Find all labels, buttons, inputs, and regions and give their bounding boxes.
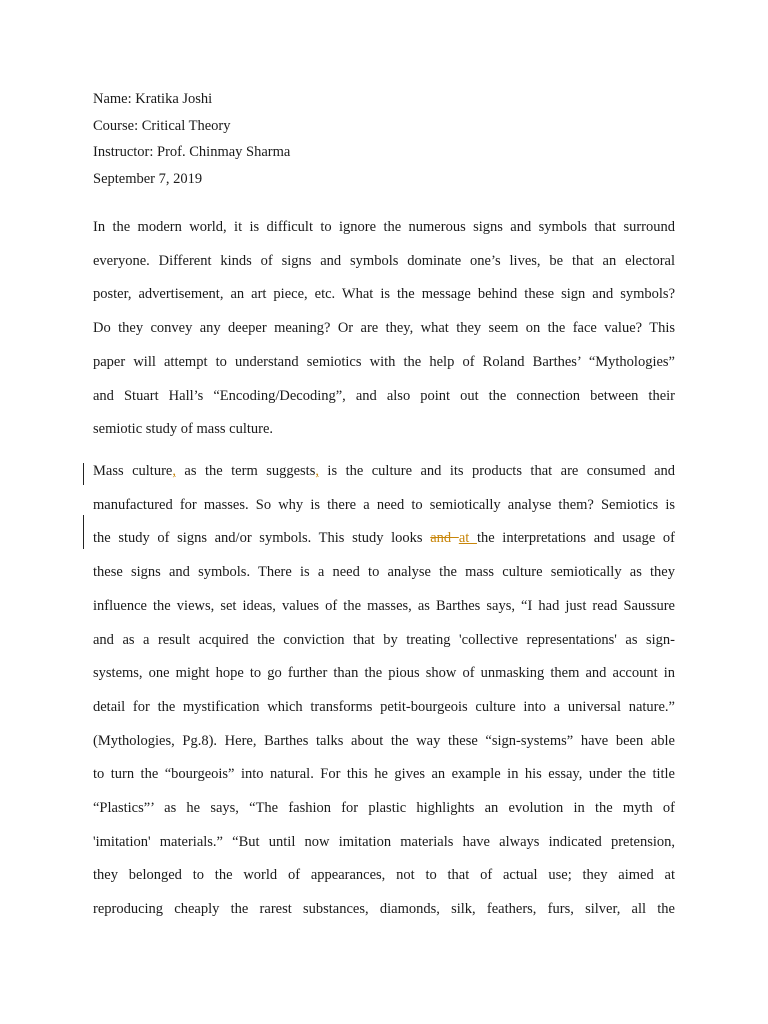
text-line: Do they convey any deeper meaning? Or are they, what they seem on the face value? This: [93, 320, 675, 337]
student-name: Name: Kratika Joshi: [93, 91, 213, 107]
text-line: and as a result acquired the conviction that by treating 'collective representations' as sign-: [93, 631, 675, 648]
text-line: they belonged to the world of appearances, not to that of actual use; they aimed at: [93, 867, 675, 884]
text-line: [93, 455, 675, 489]
text-line: [93, 522, 675, 556]
text-line: everyone. Different kinds of signs and symbols dominate one’s lives, be that an electoral: [93, 252, 675, 269]
inserted-comma[interactable]: ,: [315, 463, 319, 479]
change-bar: [83, 463, 84, 485]
text-run: is the culture and its products that are consumed and: [318, 463, 676, 479]
inserted-text[interactable]: at: [458, 530, 477, 547]
text-line: In the modern world, it is difficult to ignore the numerous signs and symbols that surround: [93, 219, 675, 235]
text-line: “Plastics”’ as he says, “The fashion for plastic highlights an evolution in the myth of: [93, 800, 675, 817]
inserted-comma[interactable]: ,: [172, 463, 176, 479]
instructor-name: Instructor: Prof. Chinmay Sharma: [93, 144, 291, 160]
deleted-text[interactable]: and: [430, 530, 459, 547]
text-line: detail for the mystification which transforms petit-bourgeois culture into a universal nature.”: [93, 698, 675, 715]
paragraph-intro: [93, 211, 675, 447]
text-line: and Stuart Hall’s “Encoding/Decoding”, and also point out the connection between their: [93, 387, 675, 404]
text-line: reproducing cheaply the rarest substances, diamonds, silk, feathers, furs, silver, all the: [93, 901, 675, 918]
change-bar: [83, 515, 84, 549]
text-line: poster, advertisement, an art piece, etc. What is the message behind these sign and symbols?: [93, 286, 675, 303]
text-line: paper will attempt to understand semiotics with the help of Roland Barthes’ “Mythologies”: [93, 353, 675, 370]
text-line: to turn the “bourgeois” into natural. For this he gives an example in his essay, under the title: [93, 766, 675, 783]
text-line: 'imitation' materials.” “But until now imitation materials have always indicated pretension,: [93, 833, 675, 850]
paragraph-mass-culture: [93, 455, 675, 927]
text-line: manufactured for masses. So why is there a need to semiotically analyse them? Semiotics is: [93, 496, 675, 513]
document-header: [93, 86, 290, 192]
text-line: these signs and symbols. There is a need to analyse the mass culture semiotically as they: [93, 564, 675, 581]
text-line: (Mythologies, Pg.8). Here, Barthes talks about the way these “sign-systems” have been able: [93, 732, 675, 749]
text-run: Mass culture: [93, 463, 173, 479]
text-line: systems, one might hope to go further than the pious show of unmasking them and account in: [93, 665, 675, 682]
text-line: influence the views, set ideas, values of the masses, as Barthes says, “I had just read Saussure: [93, 597, 675, 614]
text-run: the interpretations and usage of: [476, 530, 676, 547]
text-run: as the term suggests: [175, 463, 316, 479]
text-line: semiotic study of mass culture.: [93, 421, 274, 438]
course-name: Course: Critical Theory: [93, 117, 231, 134]
document-date: September 7, 2019: [93, 170, 203, 187]
text-run: the study of signs and/or symbols. This study looks: [93, 530, 431, 547]
